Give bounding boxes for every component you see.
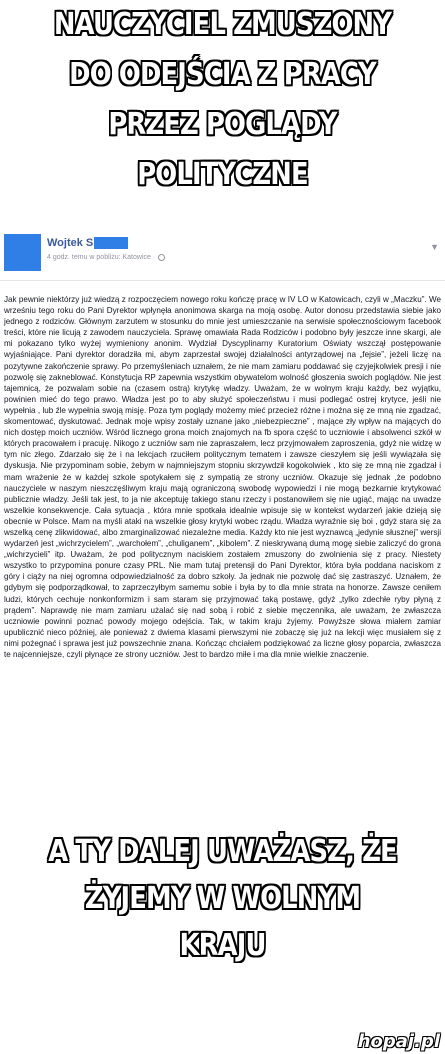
author-name-text[interactable]: Wojtek S: [47, 237, 94, 249]
name-redaction: [94, 237, 128, 249]
facebook-post: [0, 232, 445, 814]
bottom-caption-line-2: ŻYJEMY W WOLNYM: [84, 881, 361, 916]
post-meta-text[interactable]: 4 godz. temu w pobliżu: Katowice ·: [47, 254, 156, 261]
top-caption-line-3: PRZEZ POGLĄDY: [108, 107, 337, 142]
author-name[interactable]: [47, 237, 128, 249]
post-meta: [47, 254, 165, 261]
top-caption: [0, 0, 445, 200]
avatar[interactable]: [4, 234, 41, 271]
bottom-caption-line-3: KRAJU: [179, 928, 266, 963]
globe-icon: [158, 254, 165, 261]
post-header: [0, 232, 445, 281]
post-body-text: Jak pewnie niektórzy już wiedzą z rozpoczęciem nowego roku kończę pracę w IV LO w Katowicach, czyli w „Maczku”. We wrześniu tego roku do Pani Dyrektor wpłynęła anonimowa skarga na moją osobę. Autor donosu przedstawia siebie jako jednego z rodziców. Głównym zarzutem w stosunku do mnie jest umieszczanie na serwisie społecznościowym facebook treści, które nie licują z zawodem nauczyciela. Sprawę omawiała Rada Rodziców i podobno były jeszcze inne skargi, ale mi pokazano tylko wyżej wymieniony anonim. Wydział Dyscyplinarny Kuratorium Oświaty wszczął postępowanie wyjaśniające. Pani dyrektor doradziła mi, abym zaprzestał swojej działalności antyrządowej na „fejsie”, jeżeli liczę na pozytywne zakończenie sprawy. Po przemyśleniach uznałem, że nie mam zamiaru poddawać się czyjejkolwiek presji i nie pozwolę się zakneblować. Konstytucja RP zapewnia wszystkim obywatelom wolność głoszenia swoich poglądów. Nie jest tajemnicą, że pozwalam sobie na (czasem ostrą) krytykę władzy. Uważam, że w wolnym kraju każdy, bez wyjątku, powinien mieć do tego prawo. Władza jest po to aby służyć społeczeństwu i musi podlegać ostrej krytyce, jeśli nie wypełnia , lub źle wypełnia swoją misję. Poza tym poglądy możemy mieć przecież różne i można się ze mną nie zgadzać, skomentować, dyskutować. Jednak moje wpisy zostały uznane jako „niebezpieczne” , mające zły wpływ na mających do nich dostęp moich uczniów. Wśród licznego grona moich znajomych na fb spora część to uczniowie i absolwenci szkół w których pracowałem i pracuję. Nikogo z uczniów sam nie zapraszałem, lecz przyjmowałem zaproszenia, gdyż nie widzę w tym nic złego. Zdarzało się że i na lekcjach rzuciłem politycznym tematem i zawsze cieszyłem się jeśli wywiązała się dyskusja. Nie przypominam sobie, żebym w najmniejszym stopniu skrzywdził kogokolwiek , kto się ze mną nie zgadzał i mam wrażenie że w każdej szkole spotykałem się z sympatią ze strony uczniów. Okazuje się jednak ,że podobno nauczyciele w naszym nieszczęśliwym kraju mają ograniczoną swobodę wypowiedzi i nie mogą bezkarnie krytykować publicznie władzy. Jeśli tak jest, to ja nie akceptuję takiego stanu rzeczy i postanowiłem się nie ugiąć, mając na uwadze wszelkie konsekwencje. Cała sytuacja , która mnie spotkała idealnie wpisuje się w kontekst wydarzeń jakie dzieją się obecnie w Polsce. Mam na myśli ataki na wszelkie głosy krytyki wobec rządu. Władza wyraźnie się boi , gdyż stara się za wszelką cenę zlikwidować, albo zmarginalizować niezależne media. Każdy kto nie jest wyznawcą „jedynie słusznej” wersji wydarzeń jest „wichrzycielem”, „warchołem”, „chuliganem”, „kibolem”. Z nieskrywaną dumą mogę siebie zaliczyć do grona „wichrzycieli” itp. Uważam, że pod politycznym naciskiem zostałem zmuszony do zwolnienia się z pracy. Niestety wszystko to przypomina ponure czasy PRL. Nie mam tutaj pretensji do Pani Dyrektor, która była poddana naciskom z góry i ciąży na niej ogromna odpowiedzialność za dobro szkoły. Ja jednak nie pozwolę dać się zastraszyć. Uznałem, że gdybym się podporządkował, to zaprzeczyłbym samemu sobie i była by to dla mnie strata na honorze. Zawsze ceniłem ludzi, których cechuje nonkonformizm i sam staram się przyjmować taką postawę, gdyż „tylko zdechłe ryby płyną z prądem”. Naprawdę nie mam zamiaru użalać się nad sobą i robić z siebie męczennika, ale uważam, że zwłaszcza uczniowie powinni poznać powody mojego odejścia. Tak, w takim kraju żyjemy. Powyższe słowa miałem zamiar upublicznić nieco później, ale ponieważ z dwiema klasami pierwszymi nie zobaczę się już na lekcji więc musiałem się z nimi pożegnać i sprawa jest już powszechnie znana. Kończąc chciałem podziękować za liczne głosy poparcia, zwłaszcza te najcenniejsze, czyli płynące ze strony uczniów. Jest to bardzo miłe i ma dla mnie wielkie znaczenie.: [4, 295, 441, 659]
top-caption-line-4: POLITYCZNE: [137, 157, 308, 192]
chevron-down-icon[interactable]: ▼: [430, 242, 439, 252]
watermark-logo: hopaj.pl: [357, 1031, 440, 1052]
top-caption-line-2: DO ODEJŚCIA Z PRACY: [69, 57, 376, 92]
bottom-caption: [0, 828, 445, 969]
top-caption-line-1: NAUCZYCIEL ZMUSZONY: [53, 7, 392, 42]
bottom-caption-line-1: A TY DALEJ UWAŻASZ, ŻE: [48, 834, 397, 869]
